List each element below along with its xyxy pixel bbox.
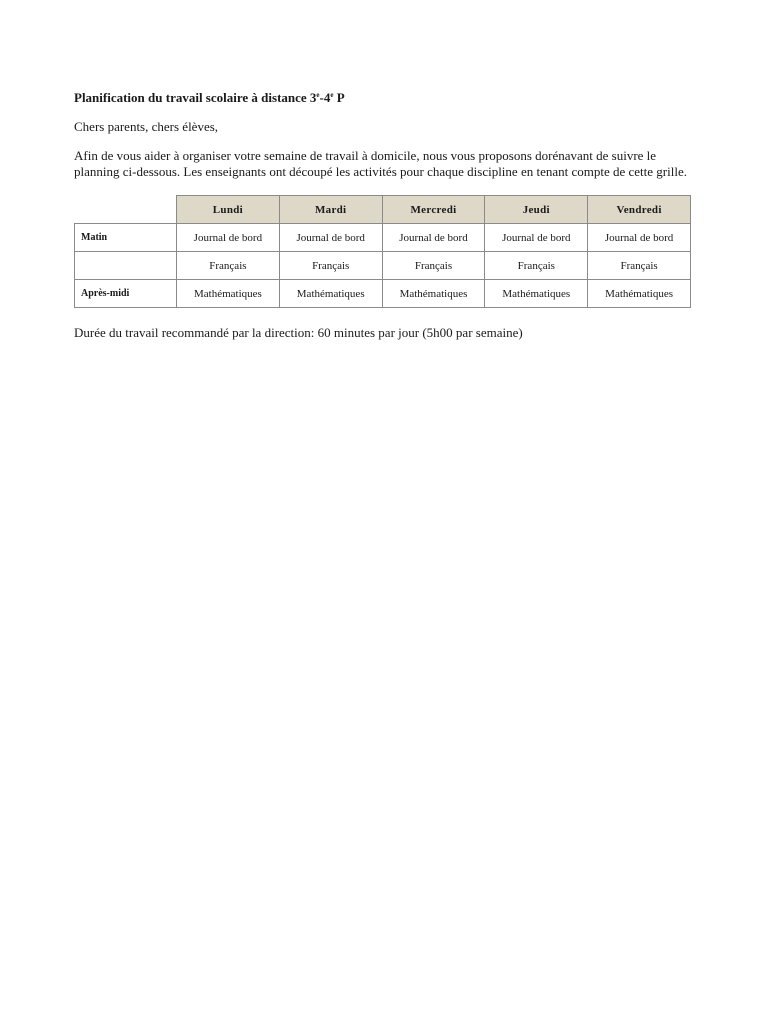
title-end: P xyxy=(333,90,345,105)
table-cell: Journal de bord xyxy=(485,224,588,252)
title-superscript-1: e xyxy=(316,91,320,99)
table-row xyxy=(75,280,691,308)
table-cell: Journal de bord xyxy=(177,224,280,252)
table-cell: Journal de bord xyxy=(382,224,485,252)
table-cell: Français xyxy=(382,252,485,280)
table-cell: Mathématiques xyxy=(279,280,382,308)
table-header-row xyxy=(75,196,691,224)
day-header-lundi: Lundi xyxy=(177,196,280,224)
table-row xyxy=(75,224,691,252)
day-header-vendredi: Vendredi xyxy=(588,196,691,224)
day-header-mercredi: Mercredi xyxy=(382,196,485,224)
title-superscript-2: e xyxy=(330,91,334,99)
row-label-matin: Matin xyxy=(75,224,177,252)
table-corner-cell xyxy=(75,196,177,224)
table-cell: Mathématiques xyxy=(382,280,485,308)
table-cell: Journal de bord xyxy=(279,224,382,252)
day-header-mardi: Mardi xyxy=(279,196,382,224)
table-cell: Mathématiques xyxy=(588,280,691,308)
document-title xyxy=(74,86,694,107)
table-cell: Journal de bord xyxy=(588,224,691,252)
footer-note: Durée du travail recommandé par la direction: 60 minutes par jour (5h00 par semaine) xyxy=(74,325,523,340)
title-middle: -4 xyxy=(319,90,331,105)
title-text: Planification du travail scolaire à distance 3 xyxy=(74,90,317,105)
table-cell: Français xyxy=(177,252,280,280)
table-row xyxy=(75,252,691,280)
row-label-apres-midi: Après-midi xyxy=(75,280,177,308)
table-cell: Mathématiques xyxy=(485,280,588,308)
day-header-jeudi: Jeudi xyxy=(485,196,588,224)
greeting: Chers parents, chers élèves, xyxy=(74,119,219,134)
document-page xyxy=(74,86,694,341)
table-cell: Français xyxy=(279,252,382,280)
row-label-empty xyxy=(75,252,177,280)
intro-paragraph: Afin de vous aider à organiser votre semaine de travail à domicile, nous vous proposons dorénavant de suivre le planning ci-dessous. Les enseignants ont découpé les activités pour chaque discipline en tenant compte de cette grille. xyxy=(74,148,687,179)
schedule-table xyxy=(74,195,691,308)
table-cell: Mathématiques xyxy=(177,280,280,308)
table-cell: Français xyxy=(588,252,691,280)
table-cell: Français xyxy=(485,252,588,280)
